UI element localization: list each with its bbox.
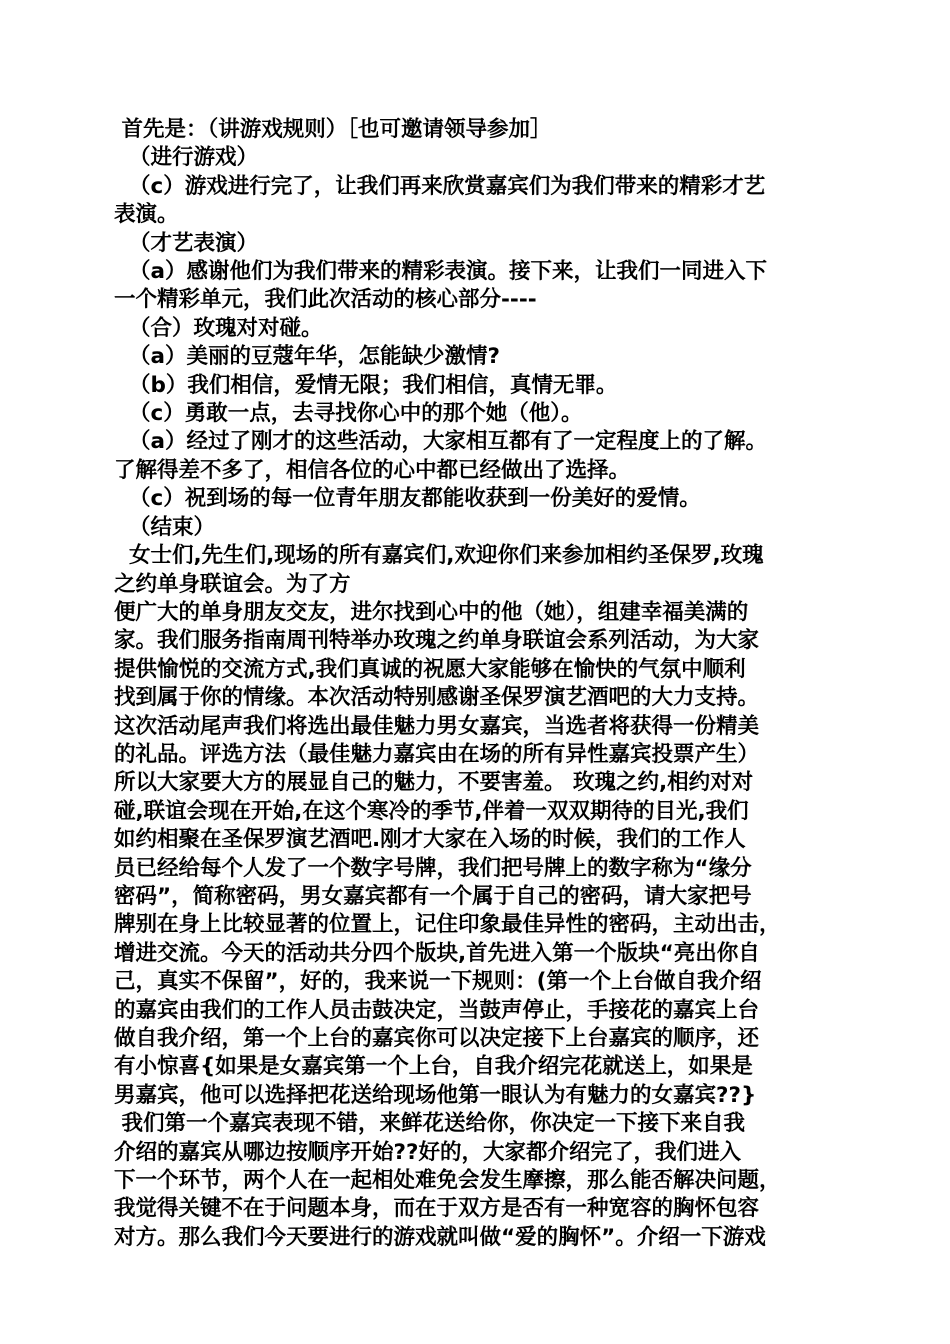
text-line: 密码”，简称密码，男女嘉宾都有一个属于自己的密码，请大家把号	[114, 883, 752, 909]
text-line: 之约单身联谊会。为了方	[114, 571, 351, 597]
text-line: 碰,联谊会现在开始,在这个寒冷的季节,伴着一双双期待的目光,我们	[114, 798, 749, 824]
text-line: （b）我们相信，爱情无限；我们相信，真情无罪。	[114, 372, 618, 398]
text-line: 有小惊喜{如果是女嘉宾第一个上台，自我介绍完花就送上，如果是	[114, 1054, 753, 1080]
text-line: 便广大的单身朋友交友，进尔找到心中的他（她），组建幸福美满的	[114, 599, 749, 625]
text-line: 这次活动尾声我们将选出最佳魅力男女嘉宾，当选者将获得一份精美	[114, 713, 760, 739]
text-line: 牌别在身上比较显著的位置上，记住印象最佳异性的密码，主动出击，	[114, 912, 781, 938]
text-line: 如约相聚在圣保罗演艺酒吧.刚才大家在入场的时候，我们的工作人	[114, 827, 746, 853]
text-line: 首先是：（讲游戏规则）［也可邀请领导参加］	[114, 117, 552, 142]
text-line: （a）美丽的豆蔻年华，怎能缺少激情?	[114, 344, 500, 370]
text-line: 己，真实不保留”，好的，我来说一下规则：(第一个上台做自我介绍	[114, 969, 762, 995]
text-line: 员已经给每个人发了一个数字号牌，我们把号牌上的数字称为“缘分	[114, 855, 752, 881]
text-line: 下一个环节，两个人在一起相处难免会发生摩擦，那么能否解决问题，	[114, 1168, 781, 1194]
text-line: （进行游戏）	[114, 145, 258, 171]
text-line: 对方。那么我们今天要进行的游戏就叫做“爱的胸怀”。介绍一下游戏	[114, 1224, 766, 1250]
text-line: 表演。	[114, 202, 179, 228]
text-line: 女士们,先生们,现场的所有嘉宾们,欢迎你们来参加相约圣保罗,玫瑰	[114, 543, 764, 569]
text-line: （a）经过了刚才的这些活动，大家相互都有了一定程度上的了解。	[114, 429, 767, 455]
text-line: （c）勇敢一点，去寻找你心中的那个她（他）。	[114, 401, 583, 427]
text-line: 家。我们服务指南周刊特举办玫瑰之约单身联谊会系列活动，为大家	[114, 628, 760, 654]
text-line: 一个精彩单元，我们此次活动的核心部分----	[114, 287, 537, 313]
text-line: （a）感谢他们为我们带来的精彩表演。接下来，让我们一同进入下	[114, 259, 767, 285]
document-body	[114, 116, 854, 1252]
text-line: （结束）	[114, 514, 215, 540]
text-line: （才艺表演）	[114, 230, 258, 256]
text-line: 介绍的嘉宾从哪边按顺序开始??好的，大家都介绍完了，我们进入	[114, 1139, 741, 1165]
text-line: 的嘉宾由我们的工作人员击鼓决定，当鼓声停止，手接花的嘉宾上台	[114, 997, 760, 1023]
text-line: 了解得差不多了，相信各位的心中都已经做出了选择。	[114, 457, 631, 483]
text-line: 所以大家要大方的展显自己的魅力，不要害羞。 玫瑰之约,相约对对	[114, 770, 754, 796]
text-line: 找到属于你的情缘。本次活动特别感谢圣保罗演艺酒吧的大力支持。	[114, 685, 760, 711]
text-line: 提供愉悦的交流方式,我们真诚的祝愿大家能够在愉快的气氛中顺利	[114, 656, 746, 682]
text-line: （合）玫瑰对对碰。	[114, 315, 323, 341]
text-line: 男嘉宾，他可以选择把花送给现场他第一眼认为有魅力的女嘉宾??}	[114, 1082, 757, 1108]
text-line: （c）游戏进行完了，让我们再来欣赏嘉宾们为我们带来的精彩才艺	[114, 173, 766, 199]
text-line: 我们第一个嘉宾表现不错，来鲜花送给你，你决定一下接下来自我	[114, 1111, 745, 1137]
text-line: 增进交流。今天的活动共分四个版块,首先进入第一个版块“亮出你自	[114, 940, 760, 966]
text-line: 的礼品。评选方法（最佳魅力嘉宾由在场的所有异性嘉宾投票产生）	[114, 741, 760, 767]
text-line: 我觉得关键不在于问题本身，而在于双方是否有一种宽容的胸怀包容	[114, 1196, 760, 1222]
text-line: 做自我介绍，第一个上台的嘉宾你可以决定接下上台嘉宾的顺序，还	[114, 1026, 760, 1051]
text-line: （c）祝到场的每一位青年朋友都能收获到一份美好的爱情。	[114, 486, 701, 512]
